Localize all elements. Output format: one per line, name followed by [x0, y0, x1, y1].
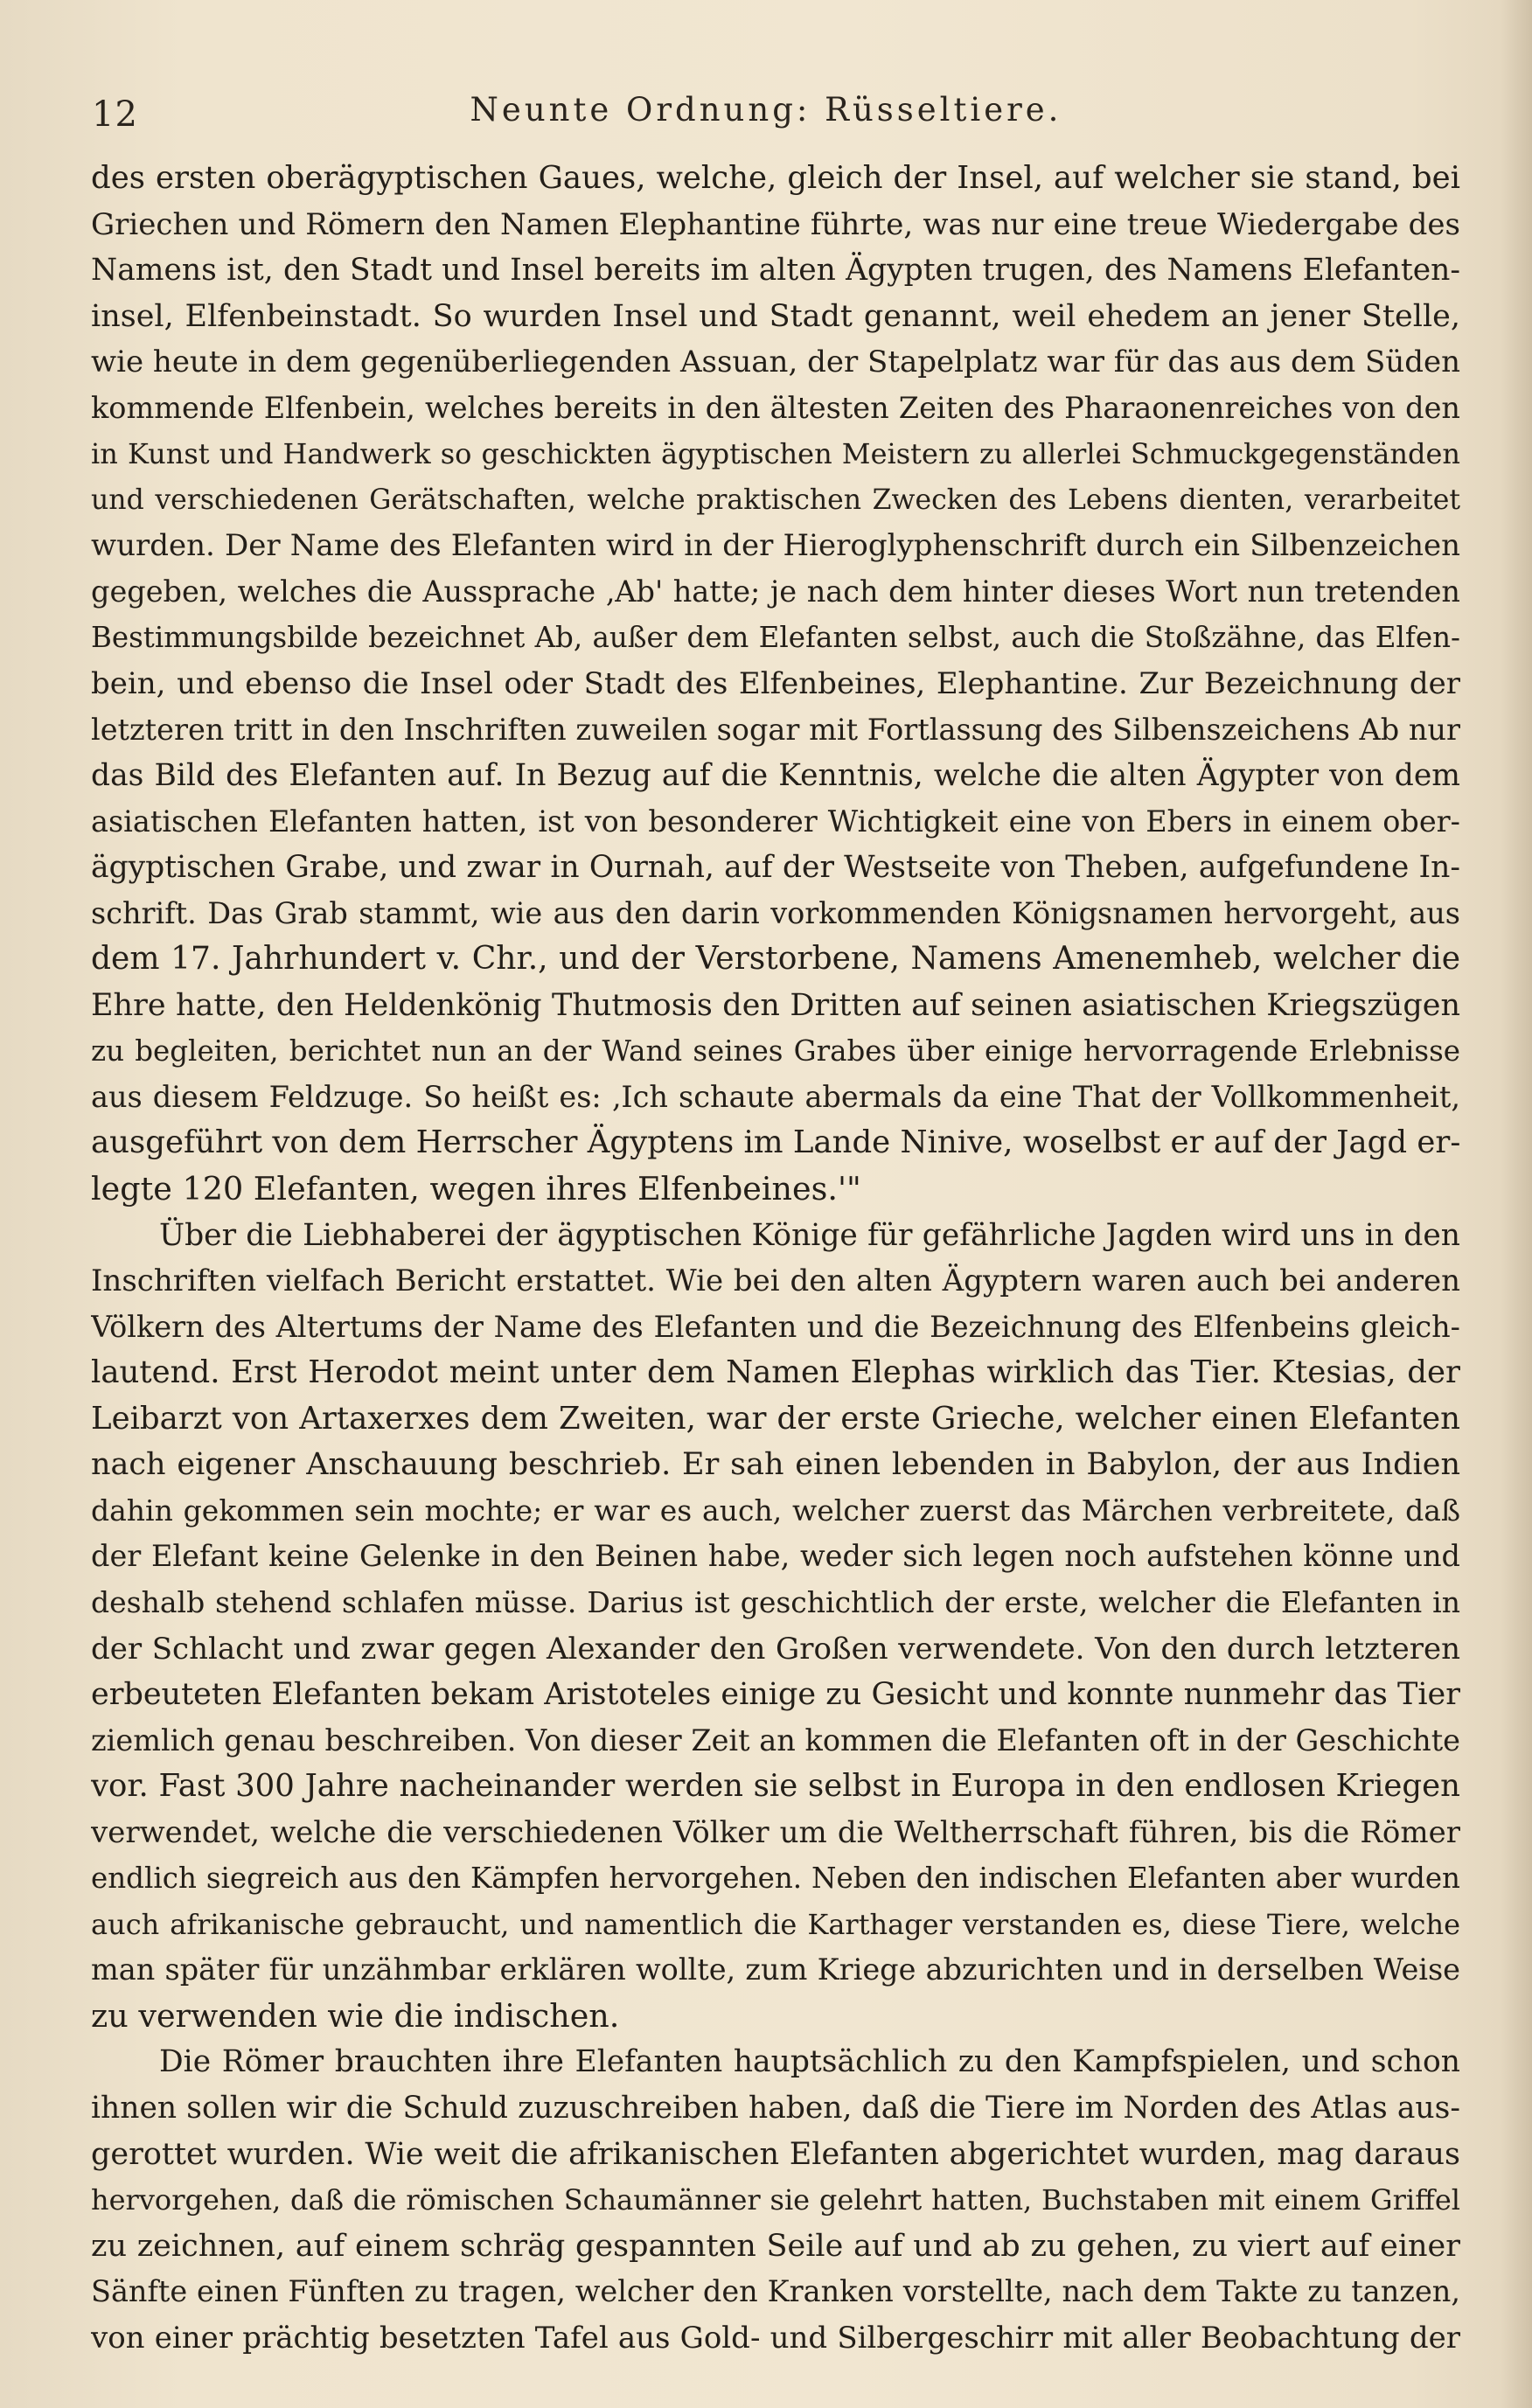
text-line: das Bild des Elefanten auf. In Bezug auf die Kenntnis, welche die alten Ägypter von dem: [91, 758, 1460, 794]
text-line: dem 17. Jahrhundert v. Chr., und der Verstorbene, Namens Amenemheb, welcher die: [91, 941, 1460, 978]
text-line: der Elefant keine Gelenke in den Beinen habe, weder sich legen noch aufstehen könne und: [91, 1539, 1460, 1574]
text-line: hervorgehen, daß die römischen Schaumänner sie gelehrt hatten, Buchstaben mit einem Griffel: [91, 2183, 1460, 2217]
page-number: 12: [92, 94, 138, 135]
text-line: man später für unzähmbar erklären wollte, zum Kriege abzurichten und in derselben Weise: [91, 1952, 1460, 1987]
text-line: ausgeführt von dem Herrscher Ägyptens im Lande Ninive, woselbst er auf der Jagd er-: [91, 1124, 1460, 1161]
text-line: kommende Elfenbein, welches bereits in den ältesten Zeiten des Pharaonenreiches von den: [91, 390, 1460, 425]
page-edge-shadow: [1501, 0, 1532, 2408]
text-line: gerottet wurden. Wie weit die afrikanischen Elefanten abgerichtet wurden, mag daraus: [91, 2136, 1460, 2172]
text-line: Die Römer brauchten ihre Elefanten hauptsächlich zu den Kampfspielen, und schon: [159, 2044, 1460, 2080]
text-line: letzteren tritt in den Inschriften zuweilen sogar mit Fortlassung des Silbenszeichens Ab nur: [91, 712, 1460, 747]
text-line: in Kunst und Handwerk so geschickten ägyptischen Meistern zu allerlei Schmuckgegenständen: [91, 437, 1460, 471]
text-line: lautend. Erst Herodot meint unter dem Namen Elephas wirklich das Tier. Ktesias, der: [91, 1354, 1460, 1391]
text-line: legte 120 Elefanten, wegen ihres Elfenbeines.'": [91, 1170, 861, 1208]
text-line: erbeuteten Elefanten bekam Aristoteles einige zu Gesicht und konnte nunmehr das Tier: [91, 1677, 1460, 1713]
text-line: des ersten oberägyptischen Gaues, welche, gleich der Insel, auf welcher sie stand, bei: [91, 160, 1460, 196]
text-line: Ehre hatte, den Heldenkönig Thutmosis den Dritten auf seinen asiatischen Kriegszügen: [91, 987, 1460, 1023]
text-line: wie heute in dem gegenüberliegenden Assuan, der Stapelplatz war für das aus dem Süden: [91, 344, 1460, 380]
text-line: Bestimmungsbilde bezeichnet Ab, außer dem Elefanten selbst, auch die Stoßzähne, das Elfen-: [91, 621, 1460, 655]
text-line: ihnen sollen wir die Schuld zuzuschreiben haben, daß die Tiere im Norden des Atlas aus-: [91, 2090, 1460, 2126]
running-title: Neunte Ordnung: Rüsseltiere.: [470, 91, 1062, 129]
text-line: zu begleiten, berichtet nun an der Wand seines Grabes über einige hervorragende Erlebnisse: [91, 1034, 1460, 1068]
text-line: Sänfte einen Fünften zu tragen, welcher den Kranken vorstellte, nach dem Takte zu tanzen,: [91, 2274, 1460, 2309]
text-line: Namens ist, den Stadt und Insel bereits im alten Ägypten trugen, des Namens Elefanten-: [91, 253, 1460, 289]
text-line: und verschiedenen Gerätschaften, welche praktischen Zwecken des Lebens dienten, verarbeitet: [91, 484, 1460, 516]
text-line: Über die Liebhaberei der ägyptischen Könige für gefährliche Jagden wird uns in den: [159, 1217, 1460, 1253]
text-line: vor. Fast 300 Jahre nacheinander werden sie selbst in Europa in den endlosen Kriegen: [91, 1768, 1460, 1805]
text-line: bein, und ebenso die Insel oder Stadt des Elfenbeines, Elephantine. Zur Bezeichnung der: [91, 666, 1460, 702]
text-line: aus diesem Feldzuge. So heißt es: ‚Ich schaute abermals da eine That der Vollkommenheit,: [91, 1079, 1460, 1114]
text-line: ägyptischen Grabe, und zwar in Ournah, auf der Westseite von Theben, aufgefundene In-: [91, 850, 1460, 886]
text-line: Griechen und Römern den Namen Elephantine führte, was nur eine treue Wiedergabe des: [91, 206, 1460, 242]
text-line: auch afrikanische gebraucht, und namentlich die Karthager verstanden es, diese Tiere, welche: [91, 1907, 1460, 1941]
text-line: ziemlich genau beschreiben. Von dieser Zeit an kommen die Elefanten oft in der Geschichte: [91, 1722, 1460, 1757]
text-line: von einer prächtig besetzten Tafel aus Gold- und Silbergeschirr mit aller Beobachtung der: [91, 2320, 1460, 2356]
body-text: [91, 156, 1460, 2361]
text-line: wurden. Der Name des Elefanten wird in der Hieroglyphenschrift durch ein Silbenzeichen: [91, 528, 1460, 564]
text-line: asiatischen Elefanten hatten, ist von besonderer Wichtigkeit eine von Ebers in einem ober-: [91, 804, 1460, 839]
text-line: Völkern des Altertums der Name des Elefanten und die Bezeichnung des Elfenbeins gleich-: [91, 1309, 1460, 1344]
text-line: dahin gekommen sein mochte; er war es auch, welcher zuerst das Märchen verbreitete, daß: [91, 1493, 1460, 1528]
text-line: der Schlacht und zwar gegen Alexander den Großen verwendete. Von den durch letzteren: [91, 1631, 1460, 1667]
text-line: zu zeichnen, auf einem schräg gespannten Seile auf und ab zu gehen, zu viert auf einer: [91, 2228, 1460, 2264]
text-line: Leibarzt von Artaxerxes dem Zweiten, war der erste Grieche, welcher einen Elefanten: [91, 1400, 1460, 1437]
text-line: Inschriften vielfach Bericht erstattet. Wie bei den alten Ägyptern waren auch bei anderen: [91, 1263, 1460, 1299]
text-line: endlich siegreich aus den Kämpfen hervorgehen. Neben den indischen Elefanten aber wurden: [91, 1862, 1460, 1896]
text-line: verwendet, welche die verschiedenen Völker um die Weltherrschaft führen, bis die Römer: [91, 1814, 1460, 1850]
text-line: gegeben, welches die Aussprache ‚Ab' hatte; je nach dem hinter dieses Wort nun tretenden: [91, 574, 1460, 609]
text-line: nach eigener Anschauung beschrieb. Er sah einen lebenden in Babylon, der aus Indien: [91, 1447, 1460, 1483]
text-line: zu verwenden wie die indischen.: [91, 1996, 620, 2035]
text-line: schrift. Das Grab stammt, wie aus den darin vorkommenden Königsnamen hervorgeht, aus: [91, 895, 1460, 930]
text-line: deshalb stehend schlafen müsse. Darius ist geschichtlich der erste, welcher die Elefanten in: [91, 1584, 1460, 1619]
text-line: insel, Elfenbeinstadt. So wurden Insel und Stadt genannt, weil ehedem an jener Stelle,: [91, 298, 1460, 334]
